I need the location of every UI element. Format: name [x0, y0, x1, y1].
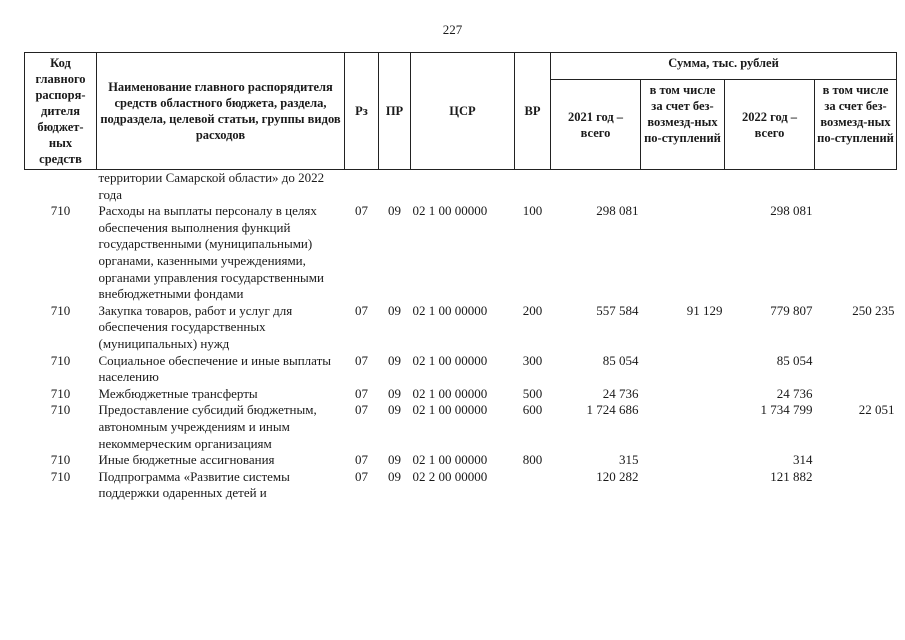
cell-name: Межбюджетные трансферты: [98, 385, 258, 401]
cell-code: 710: [50, 402, 71, 418]
cell-name: Расходы на выплаты персоналу в целях обеспечения выполнения функций государственными (муниципальными) органами, казенными учреждениями, органами управления государственными внебюджетными фондами: [98, 203, 324, 302]
cell-rz: 07: [355, 452, 368, 468]
cell-2021-total: 557 584: [596, 302, 639, 318]
budget-table: [24, 52, 897, 502]
cell-code: 710: [50, 203, 71, 219]
header-sum: Сумма, тыс. рублей: [551, 53, 897, 80]
cell-rz: 07: [355, 402, 368, 418]
cell-vr: [515, 469, 551, 502]
table-row: [25, 203, 897, 303]
cell-2021-incl: [641, 469, 725, 502]
table-row: [25, 469, 897, 502]
cell-2022-total: 1 734 799: [760, 402, 813, 418]
table-row: [25, 303, 897, 353]
cell-2021-incl: [641, 353, 725, 386]
cell-2022-total: 85 054: [776, 352, 813, 368]
cell-2021-incl: [641, 386, 725, 403]
cell-pr: 09: [388, 452, 401, 468]
cell-code: 710: [50, 352, 71, 368]
cell-pr: 09: [388, 468, 401, 484]
cell-2021-total: 85 054: [602, 352, 639, 368]
cell-csr: 02 2 00 00000: [412, 468, 488, 484]
cell-2022-incl: [815, 469, 897, 502]
header-rz: Рз: [345, 53, 379, 170]
cell-2021-total: 315: [619, 452, 639, 468]
cell-csr: 02 1 00 00000: [412, 302, 488, 318]
cell-2021-incl: 91 129: [686, 302, 723, 318]
cell-csr: 02 1 00 00000: [412, 385, 488, 401]
cell-rz: 07: [355, 352, 368, 368]
cell-code: 710: [50, 452, 71, 468]
cell-vr: 100: [522, 203, 543, 219]
cell-name: Социальное обеспечение и иные выплаты населению: [98, 352, 332, 385]
cell-rz: 07: [355, 203, 368, 219]
cell-2021-incl: [641, 452, 725, 469]
header-vr: ВР: [515, 53, 551, 170]
cell-2022-total: 779 807: [770, 302, 813, 318]
cell-vr: 500: [522, 385, 543, 401]
table-row-continuation: [25, 170, 897, 204]
cell-csr: 02 1 00 00000: [412, 203, 488, 219]
cell-vr: 300: [522, 352, 543, 368]
cell-csr: 02 1 00 00000: [412, 452, 488, 468]
cell-2022-total: 298 081: [770, 203, 813, 219]
table-row: [25, 353, 897, 386]
cell-2022-incl: [815, 452, 897, 469]
cell-2022-incl: [815, 203, 897, 303]
cell-2021-incl: [641, 402, 725, 452]
cell-2022-total: 121 882: [770, 468, 813, 484]
cell-2021-total: 24 736: [602, 385, 639, 401]
header-2021-incl: в том числе за счет без-возмезд-ных по-ступлений: [641, 80, 725, 170]
cell-2021-total: 120 282: [596, 468, 639, 484]
table-body: [25, 170, 897, 502]
cell-name: Подпрограмма «Развитие системы поддержки одаренных детей и: [98, 468, 290, 501]
cell-2021-total: 298 081: [596, 203, 639, 219]
cell-rz: 07: [355, 385, 368, 401]
cell-name: Предоставление субсидий бюджетным, автономным учреждениям и иным некоммерческим организациям: [98, 402, 317, 451]
cell-2022-total: 314: [793, 452, 813, 468]
cell-rz: 07: [355, 302, 368, 318]
header-2022-total: 2022 год – всего: [725, 80, 815, 170]
continuation-name: территории Самарской области» до 2022 года: [98, 170, 325, 202]
cell-2022-incl: [815, 353, 897, 386]
cell-code: 710: [50, 385, 71, 401]
cell-pr: 09: [388, 302, 401, 318]
header-name: Наименование главного распорядителя средств областного бюджета, раздела, подраздела, целевой статьи, группы видов расходов: [97, 53, 345, 170]
cell-csr: 02 1 00 00000: [412, 402, 488, 418]
header-code: Код главного распоря-дителя бюджет-ных средств: [25, 53, 97, 170]
table-row: [25, 402, 897, 452]
cell-2021-total: 1 724 686: [586, 402, 639, 418]
header-2022-incl: в том числе за счет без-возмезд-ных по-ступлений: [815, 80, 897, 170]
cell-2022-incl: [815, 386, 897, 403]
cell-csr: 02 1 00 00000: [412, 352, 488, 368]
cell-2022-total: 24 736: [776, 385, 813, 401]
table-row: [25, 386, 897, 403]
page-number: 227: [442, 22, 463, 37]
cell-name: Иные бюджетные ассигнования: [98, 452, 275, 468]
cell-pr: 09: [388, 203, 401, 219]
cell-code: 710: [50, 302, 71, 318]
cell-name: Закупка товаров, работ и услуг для обеспечения государственных (муниципальных) нужд: [98, 302, 293, 351]
cell-vr: 600: [522, 402, 543, 418]
cell-vr: 800: [522, 452, 543, 468]
cell-pr: 09: [388, 352, 401, 368]
budget-sheet: [24, 52, 896, 502]
cell-2021-incl: [641, 203, 725, 303]
cell-2022-incl: 22 051: [858, 402, 895, 418]
cell-pr: 09: [388, 385, 401, 401]
cell-pr: 09: [388, 402, 401, 418]
cell-2022-incl: 250 235: [852, 302, 895, 318]
table-row: [25, 452, 897, 469]
cell-code: 710: [50, 468, 71, 484]
header-csr: ЦСР: [411, 53, 515, 170]
header-2021-total: 2021 год – всего: [551, 80, 641, 170]
cell-vr: 200: [522, 302, 543, 318]
cell-rz: 07: [355, 468, 368, 484]
table-header: [25, 53, 897, 170]
header-pr: ПР: [379, 53, 411, 170]
